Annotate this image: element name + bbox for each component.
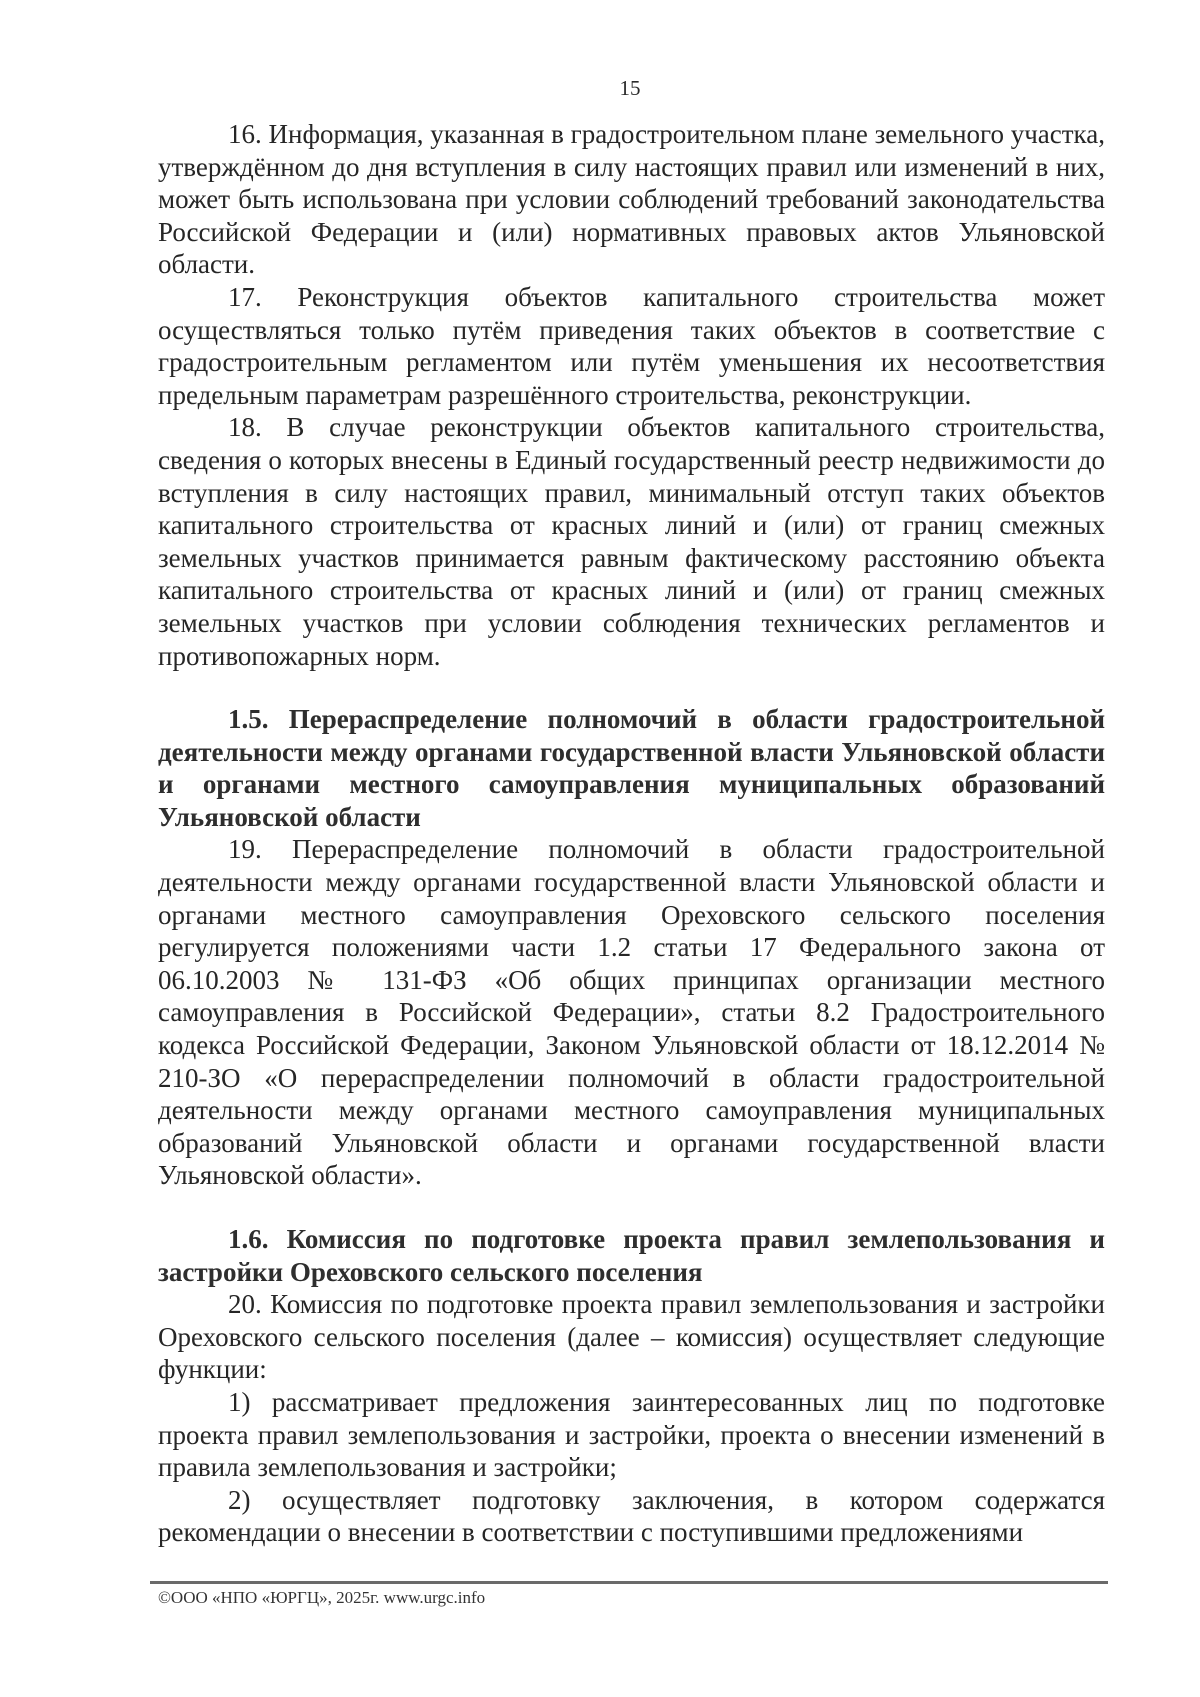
document-body xyxy=(158,118,1105,1549)
footer-copyright: ©ООО «НПО «ЮРГЦ», 2025г. www.urgc.info xyxy=(158,1588,486,1607)
footer-divider xyxy=(150,1581,1108,1584)
paragraph-17: 17. Реконструкция объектов капитального строительства может осуществляться только путём приведения таких объектов в соответствие с градостроительным регламентом или путём уменьшения их несоответствия предельным параметрам разрешённого строительства, реконструкции. xyxy=(158,281,1105,410)
paragraph-16: 16. Информация, указанная в градостроительном плане земельного участка, утверждённом до дня вступления в силу настоящих правил или изменений в них, может быть использована при условии соблюдений требований законодательства Российской Федерации и (или) нормативных правовых актов Ульяновской области. xyxy=(158,119,1105,280)
page-number: 15 xyxy=(619,76,641,100)
list-item-2: 2) осуществляет подготовку заключения, в котором содержатся рекомендации о внесении в соответствии с поступившими предложениями xyxy=(158,1484,1105,1548)
section-heading-1-6: 1.6. Комиссия по подготовке проекта правил землепользования и застройки Ореховского сельского поселения xyxy=(158,1224,1105,1287)
paragraph-20: 20. Комиссия по подготовке проекта правил землепользования и застройки Ореховского сельского поселения (далее – комиссия) осуществляет следующие функции: xyxy=(158,1289,1105,1385)
list-item-1: 1) рассматривает предложения заинтересованных лиц по подготовке проекта правил землепользования и застройки, проекта о внесении изменений в правила землепользования и застройки; xyxy=(158,1386,1105,1483)
paragraph-18: 18. В случае реконструкции объектов капитального строительства, сведения о которых внесены в Единый государственный реестр недвижимости до вступления в силу настоящих правил, минимальный отступ таких объектов капитального строительства от красных линий и (или) от границ смежных земельных участков принимается равным фактическому расстоянию объекта капитального строительства от красных линий и (или) от границ смежных земельных участков при условии соблюдения технических регламентов и противопожарных норм. xyxy=(158,412,1105,671)
paragraph-19: 19. Перераспределение полномочий в области градостроительной деятельности между органами государственной власти Ульяновской области и органами местного самоуправления Ореховского сельского поселения регулируется положениями части 1.2 статьи 17 Федерального закона от 06.10.2003 № 131-ФЗ «Об общих принципах организации местного самоуправления в Российской Федерации», статьи 8.2 Градостроительного кодекса Российской Федерации, Законом Ульяновской области от 18.12.2014 № 210-ЗО «О перераспределении полномочий в области градостроительной деятельности между органами местного самоуправления муниципальных образований Ульяновской области и органами государственной власти Ульяновской области». xyxy=(158,834,1105,1191)
section-heading-1-5: 1.5. Перераспределение полномочий в области градостроительной деятельности между органами государственной власти Ульяновской области и органами местного самоуправления муниципальных образований Ульяновской области xyxy=(158,704,1105,832)
